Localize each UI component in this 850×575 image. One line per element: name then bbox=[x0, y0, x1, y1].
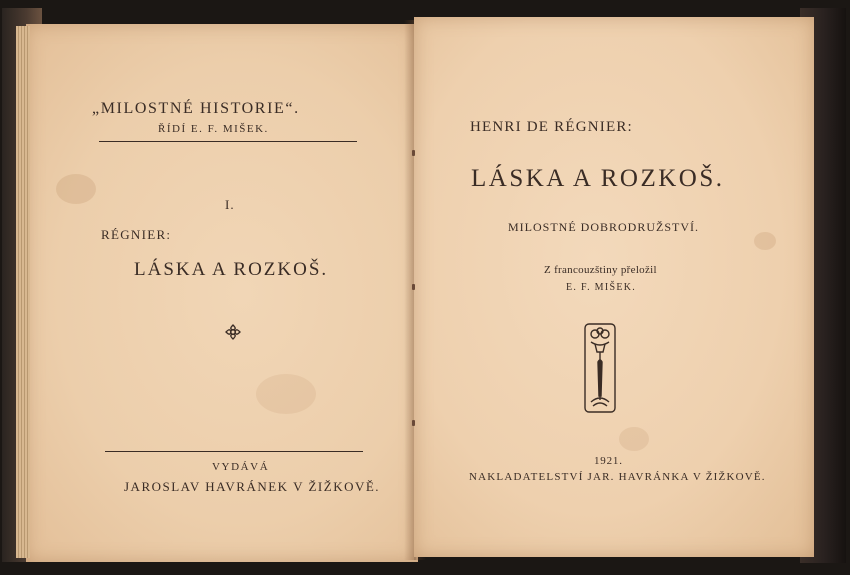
publication-year: 1921. bbox=[594, 455, 623, 467]
page-stack-edge bbox=[16, 26, 30, 558]
paper-stain bbox=[754, 232, 776, 250]
series-title: „MILOSTNÉ HISTORIE“. bbox=[92, 100, 300, 117]
divider-bottom bbox=[105, 451, 363, 452]
paper-stain bbox=[256, 374, 316, 414]
art-nouveau-vase-icon bbox=[583, 322, 617, 414]
author-full: HENRI DE RÉGNIER: bbox=[470, 119, 633, 135]
paper-stain bbox=[619, 427, 649, 451]
binding-stitch bbox=[412, 420, 415, 426]
binding-stitch bbox=[412, 284, 415, 290]
book-title-right: LÁSKA A ROZKOŠ. bbox=[471, 165, 725, 192]
publisher-label: VYDÁVÁ bbox=[212, 461, 270, 473]
book-title-left: LÁSKA A ROZKOŠ. bbox=[134, 259, 329, 280]
divider-top bbox=[99, 141, 357, 142]
paper-stain bbox=[56, 174, 96, 204]
binding-stitch bbox=[412, 150, 415, 156]
translator: E. F. MIŠEK. bbox=[566, 282, 637, 293]
subtitle: MILOSTNÉ DOBRODRUŽSTVÍ. bbox=[508, 220, 699, 234]
publisher-right: NAKLADATELSTVÍ JAR. HAVRÁNKA V ŽIŽKOVĚ. bbox=[469, 471, 766, 483]
publisher-name-left: JAROSLAV HAVRÁNEK V ŽIŽKOVĚ. bbox=[124, 479, 381, 494]
fleuron-icon bbox=[225, 324, 241, 340]
editor-line: ŘÍDÍ E. F. MIŠEK. bbox=[158, 123, 269, 135]
author-short: RÉGNIER: bbox=[101, 227, 172, 242]
volume-number: I. bbox=[225, 197, 235, 212]
translation-note: Z francouzštiny přeložil bbox=[544, 264, 657, 276]
